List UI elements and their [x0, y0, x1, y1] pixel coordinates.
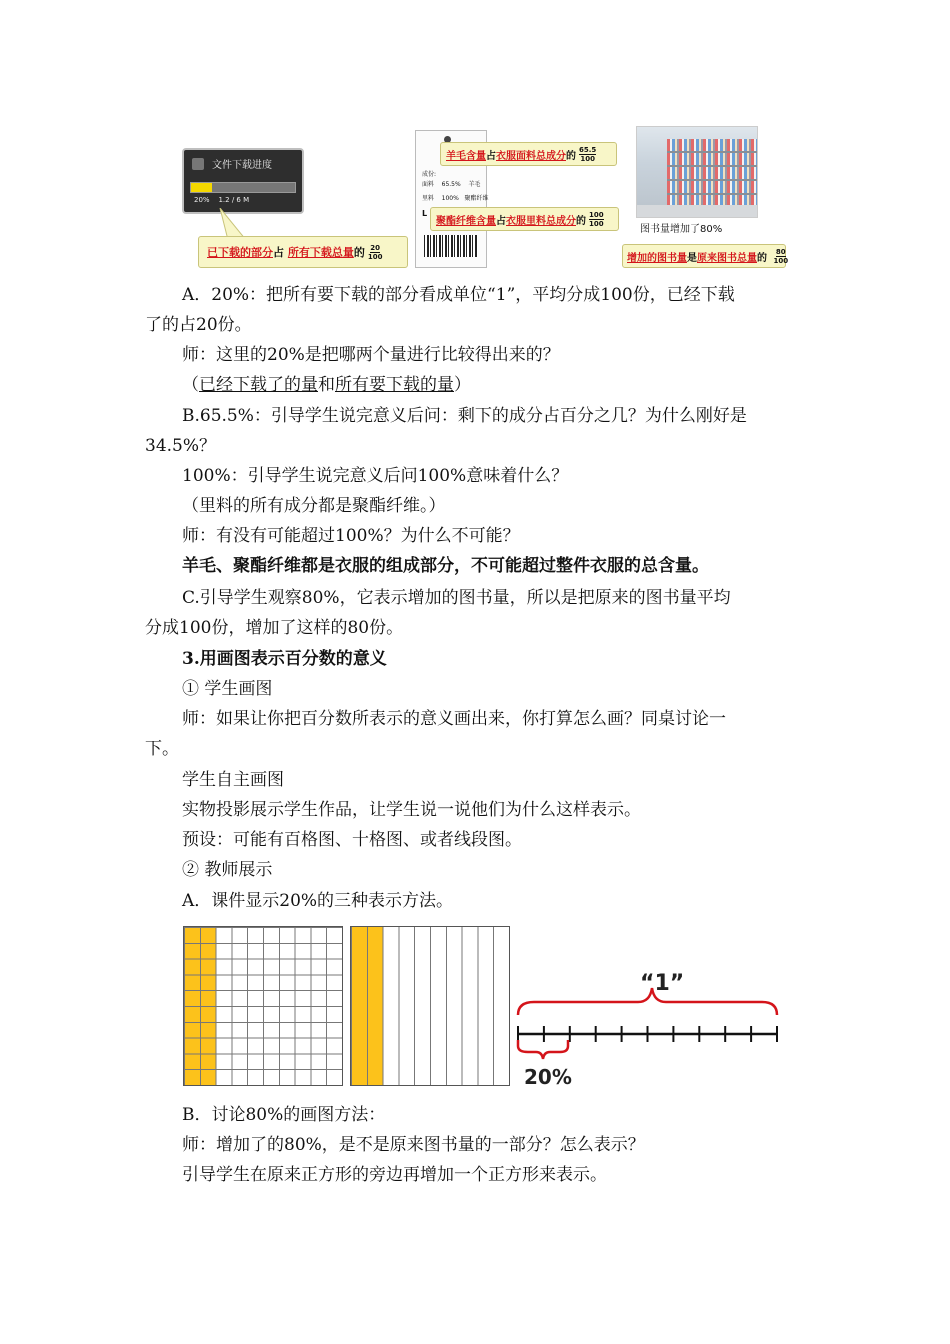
fraction-80-100 [773, 248, 788, 265]
callout-polyester-mid: 占 [496, 215, 506, 227]
fraction-denominator: 100 [773, 256, 789, 265]
projection-showcase: 实物投影展示学生作品，让学生说一说他们为什么这样表示。 [182, 800, 641, 820]
courseware-line: A．课件显示20%的三种表示方法。 [182, 891, 454, 911]
callout-download [198, 236, 408, 268]
bookshelf-rows [667, 139, 757, 209]
library-photo [636, 126, 758, 218]
answer-1-close: ） [454, 375, 471, 395]
callout-polyester-total: 衣服里料总成分 [506, 215, 576, 227]
callout-wool-total: 衣服面料总成分 [496, 150, 566, 162]
callout-wool [440, 142, 617, 166]
step-1: ① 学生画图 [182, 679, 273, 699]
teacher-question-2: 师：有没有可能超过100%？为什么不可能？ [182, 526, 520, 546]
guide-line: 引导学生在原来正方形的旁边再增加一个正方形来表示。 [182, 1165, 607, 1185]
answer-1 [182, 373, 847, 397]
para-b-line2: 34.5%？ [145, 436, 217, 456]
fraction-denominator: 100 [580, 154, 595, 163]
tag-line: 面料 65.5% 羊毛 [422, 181, 481, 188]
para-c-line1: C.引导学生观察80%，它表示增加的图书量，所以是把原来的图书量平均 [182, 588, 731, 608]
fraction-100-100 [589, 211, 604, 228]
student-drawing: 学生自主画图 [182, 770, 284, 790]
teacher-question-4: 师：增加了的80%，是不是原来图书量的一部分？怎么表示？ [182, 1135, 645, 1155]
number-line-diagram [512, 960, 787, 1090]
callout-wool-part: 羊毛含量 [446, 150, 486, 162]
answer-1-mid: 和 [318, 375, 335, 395]
tag-line: 里料 100% 聚酯纤维 [422, 195, 489, 202]
callout-library-end: 的 [757, 252, 767, 264]
callout-download-total: 所有下载总量 [287, 246, 354, 259]
callout-download-end: 的 [353, 246, 365, 259]
fraction-65-5-100 [579, 146, 596, 163]
preset: 预设：可能有百格图、十格图、或者线段图。 [182, 830, 522, 850]
callout-download-mid: 占 [273, 246, 284, 259]
callout-download-part: 已下载的部分 [207, 246, 273, 259]
download-status: 20% 1.2 / 6 M [194, 196, 250, 204]
fraction-numerator: 80 [775, 247, 786, 256]
fraction-numerator: 65.5 [579, 145, 597, 154]
hundred-grid [183, 926, 343, 1086]
library-caption: 图书量增加了80% [640, 224, 723, 235]
callout-polyester-part: 聚酯纤维含量 [436, 215, 496, 227]
para-c-line2: 分成100份，增加了这样的80份。 [145, 618, 404, 638]
callout-wool-end: 的 [566, 150, 576, 162]
teacher-question-3-line2: 下。 [145, 739, 179, 759]
para-b-line1: B.65.5%：引导学生说完意义后问：剩下的成分占百分之几？为什么刚好是 [182, 406, 747, 426]
ten-grid-lines [351, 927, 509, 1085]
download-title: 文件下载进度 [212, 160, 272, 171]
label-twenty-percent: 20% [524, 1065, 572, 1089]
fraction-numerator: 20 [370, 243, 381, 252]
answer-1-underline-2: 所有要下载的量 [335, 375, 454, 395]
barcode [424, 235, 478, 257]
callout-polyester [430, 207, 619, 231]
answer-1-open: （ [182, 375, 199, 395]
step-2: ② 教师展示 [182, 860, 273, 880]
fraction-20-100 [368, 244, 383, 261]
bold-conclusion: 羊毛、聚酯纤维都是衣服的组成部分，不可能超过整件衣服的总含量。 [182, 556, 709, 576]
callout-library-part: 增加的图书量 [627, 252, 687, 264]
fraction-numerator: 100 [589, 210, 604, 219]
download-progress-bar [190, 182, 296, 193]
label-one: “1” [640, 971, 685, 996]
library-floor [637, 205, 757, 217]
section-heading-3: 3.用画图表示百分数的意义 [182, 649, 387, 669]
para-a-line1: A．20%：把所有要下载的部分看成单位“1”，平均分成100份，已经下载 [182, 285, 735, 305]
para-a-line2: 了的占20份。 [145, 315, 252, 335]
answer-2: （里料的所有成分都是聚酯纤维。） [182, 496, 446, 516]
brace-part [518, 1040, 568, 1059]
callout-library [622, 244, 789, 268]
hundred-grid-lines [184, 927, 342, 1085]
callout-library-mid: 是 [687, 252, 697, 264]
para-b2: B．讨论80%的画图方法： [182, 1105, 386, 1125]
para-100-percent: 100%：引导学生说完意义后问100%意味着什么？ [182, 466, 569, 486]
download-progress-figure [182, 148, 304, 214]
ten-grid [350, 926, 510, 1086]
answer-1-underline-1: 已经下载了的量 [199, 375, 318, 395]
callout-polyester-end: 的 [576, 215, 586, 227]
tag-size: L [422, 209, 428, 218]
callout-library-total: 原来图书总量 [697, 252, 757, 264]
download-progress-fill [191, 183, 212, 192]
fraction-denominator: 100 [589, 219, 604, 228]
tag-line: 成份: [422, 171, 437, 178]
download-icon [192, 158, 204, 170]
callout-wool-mid: 占 [486, 150, 496, 162]
teacher-question-1: 师：这里的20%是把哪两个量进行比较得出来的？ [182, 345, 560, 365]
fraction-denominator: 100 [367, 252, 383, 261]
teacher-question-3-line1: 师：如果让你把百分数所表示的意义画出来，你打算怎么画？同桌讨论一 [182, 709, 726, 729]
